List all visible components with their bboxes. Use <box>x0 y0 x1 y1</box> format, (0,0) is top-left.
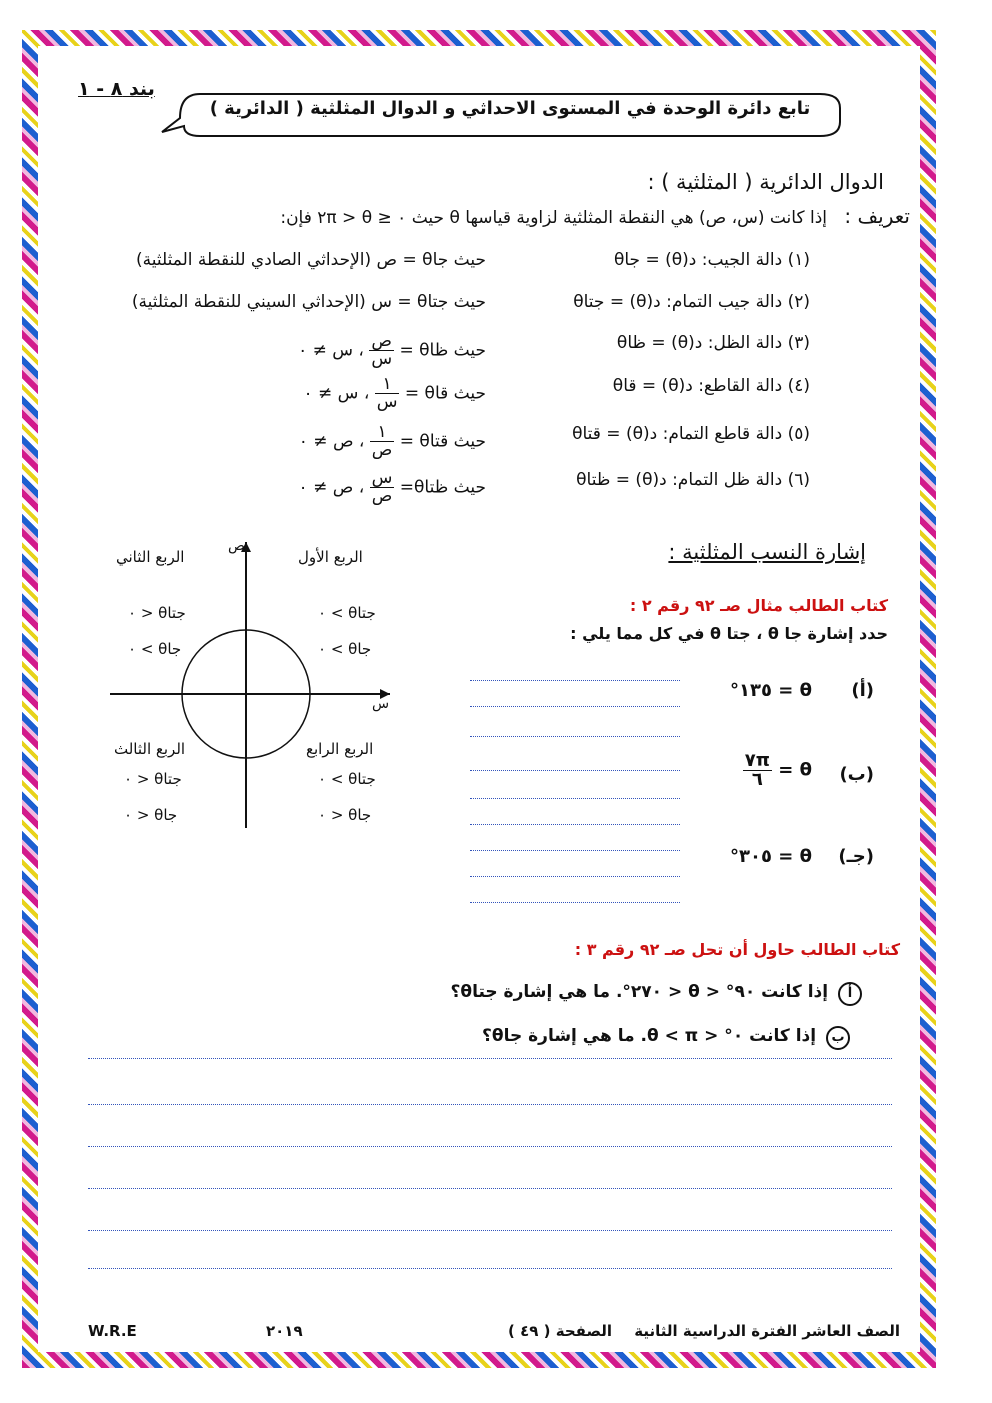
q4-line1: جتاθ > ٠ <box>318 770 376 788</box>
function-row-name: (٥) دالة قاطع التمام: د(θ) = قتاθ <box>572 424 810 444</box>
function-row-name: (٤) دالة القاطع: د(θ) = قاθ <box>612 376 810 396</box>
formula-condition: ، ص ≠ ٠ <box>298 431 365 452</box>
answer-line[interactable] <box>470 850 680 851</box>
axis-y-label: ص <box>228 538 245 554</box>
answer-line[interactable] <box>470 706 680 707</box>
answer-line[interactable] <box>470 798 680 799</box>
exercise-title: كتاب الطالب حاول أن تحل صـ ٩٢ رقم ٣ : <box>574 940 900 959</box>
fraction-denominator: س <box>371 349 393 369</box>
fraction <box>743 752 772 789</box>
item-label-a: (أ) <box>851 680 874 701</box>
q1-title: الربع الأول <box>298 548 363 566</box>
formula-lhs: حيث ظاθ = <box>399 340 486 361</box>
q2-line1: جتاθ < ٠ <box>128 604 186 622</box>
q1-line2: جاθ > ٠ <box>318 640 372 658</box>
formula-condition: ، س ≠ ٠ <box>303 383 370 404</box>
fraction-denominator: س <box>376 392 398 412</box>
signs-heading: إشارة النسب المثلثية : <box>668 540 866 564</box>
definition-label: تعريف : <box>844 204 910 228</box>
function-row-name: (٣) دالة الظل: د(θ) = ظاθ <box>616 333 810 353</box>
exercise-item-b <box>482 1026 850 1050</box>
definition-text: إذا كانت (س، ص) هي النقطة المثلثية لزاوية قياسها θ حيث ٠ ≤ θ < ٢π فإن: <box>280 208 827 228</box>
fraction <box>370 470 395 505</box>
function-row-formula <box>303 376 486 411</box>
q3-line2: جاθ < ٠ <box>124 806 178 824</box>
fraction-numerator: ٧π <box>744 750 770 771</box>
q3-line1: جتاθ < ٠ <box>124 770 182 788</box>
answer-line[interactable] <box>470 876 680 877</box>
axis-x-label: س <box>372 696 390 712</box>
item-label-c: (جـ) <box>838 846 874 867</box>
footer-year: ٢٠١٩ <box>266 1322 303 1340</box>
fraction <box>369 333 394 368</box>
exercise-label-a: أ <box>838 982 862 1006</box>
q1-line1: جتاθ > ٠ <box>318 604 376 622</box>
item-expr-c: θ = ٣٠٥° <box>730 846 812 867</box>
example-instruction: حدد إشارة جا θ ، جتا θ في كل مما يلي : <box>570 624 888 643</box>
answer-line[interactable] <box>88 1104 892 1105</box>
item-label-b: (ب) <box>839 764 874 785</box>
item-expr-b-lhs: θ = <box>778 759 812 781</box>
answer-line[interactable] <box>88 1058 892 1059</box>
answer-line[interactable] <box>88 1230 892 1231</box>
unit-circle-diagram <box>100 536 400 836</box>
footer-page: الصفحة ( ٤٩ ) <box>508 1322 612 1340</box>
q2-title: الربع الثاني <box>116 548 185 566</box>
item-expr-a: θ = ١٣٥° <box>730 680 812 701</box>
answer-line[interactable] <box>470 680 680 681</box>
formula-condition: ، س ≠ ٠ <box>298 340 364 361</box>
function-row-name: (٢) دالة جيب التمام: د(θ) = جتاθ <box>573 292 810 312</box>
answer-line[interactable] <box>470 824 680 825</box>
q3-title: الربع الثالث <box>114 740 186 758</box>
formula-lhs: حيث ظتاθ= <box>399 477 486 498</box>
function-row-where: حيث جاθ = ص (الإحداثي الصادي للنقطة المثلثية) <box>136 250 486 270</box>
exercise-text-a: إذا كانت ٩٠° < θ < ٢٧٠°. ما هي إشارة جتاθ؟ <box>450 982 829 1002</box>
footer-author: W.R.E <box>88 1322 137 1340</box>
function-row-where: حيث جتاθ = س (الإحداثي السيني للنقطة المثلثية) <box>131 292 486 312</box>
fraction-numerator: ص <box>369 333 394 351</box>
fraction-numerator: ١ <box>375 376 400 394</box>
exercise-item-a <box>451 982 863 1006</box>
q4-line2: جاθ < ٠ <box>318 806 372 824</box>
fraction-numerator: ١ <box>370 424 395 442</box>
function-row-name: (١) دالة الجيب: د(θ) = جاθ <box>613 250 810 270</box>
q4-title: الربع الرابع <box>306 740 374 758</box>
footer-course: الصف العاشر الفترة الدراسية الثانية <box>634 1322 900 1340</box>
exercise-label-b: ب <box>826 1026 850 1050</box>
answer-line[interactable] <box>88 1268 892 1269</box>
answer-line[interactable] <box>88 1188 892 1189</box>
fraction <box>375 376 400 411</box>
item-expr-b <box>743 752 812 789</box>
section-number: بند ٨ - ١ <box>78 78 155 100</box>
function-row-formula <box>298 333 486 368</box>
formula-lhs: حيث قاθ = <box>404 383 486 404</box>
function-row-name: (٦) دالة ظل التمام: د(θ) = ظتاθ <box>576 470 810 490</box>
fraction-denominator: ص <box>371 440 393 460</box>
answer-line[interactable] <box>470 770 680 771</box>
fraction-numerator: س <box>371 468 393 488</box>
answer-line[interactable] <box>470 736 680 737</box>
function-row-formula <box>299 424 486 459</box>
formula-condition: ، ص ≠ ٠ <box>298 477 365 498</box>
answer-line[interactable] <box>88 1146 892 1147</box>
banner-title: تابع دائرة الوحدة في المستوى الاحداثي و الدوال المثلثية ( الدائرية ) <box>209 98 811 119</box>
answer-line[interactable] <box>470 902 680 903</box>
exercise-text-b: إذا كانت ٠° < θ < π. ما هي إشارة جاθ؟ <box>482 1026 817 1046</box>
circular-functions-heading: الدوال الدائرية ( المثلثية ) : <box>647 170 884 194</box>
fraction <box>370 424 395 459</box>
function-row-formula <box>299 470 486 505</box>
fraction-denominator: ص <box>371 486 393 506</box>
example-title: كتاب الطالب مثال صـ ٩٢ رقم ٢ : <box>629 596 888 615</box>
formula-lhs: حيث قتاθ = <box>399 431 486 452</box>
fraction-denominator: ٦ <box>751 769 763 790</box>
q2-line2: جاθ > ٠ <box>128 640 182 658</box>
